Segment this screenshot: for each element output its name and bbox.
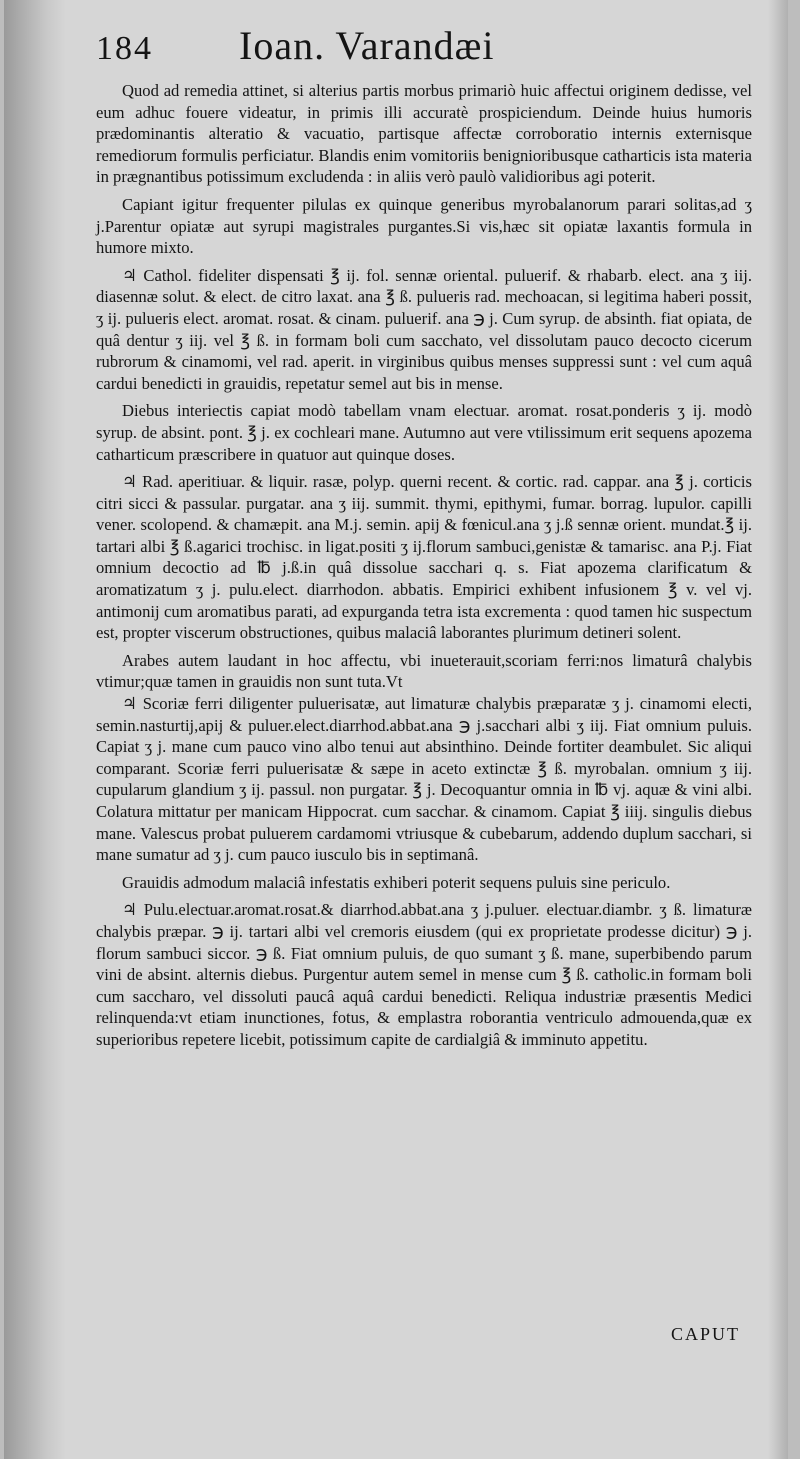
page-header bbox=[96, 22, 752, 80]
recipe-puluis: ♃ Pulu.electuar.aromat.rosat.& diarrhod.abbat.ana ʒ j.puluer. electuar.diambr. ʒ ß. limaturæ chalybis præpar. ℈ ij. tartari albi vel cremoris eiusdem (qui ex proprietate prodesse dicitur) ℈ j. florum sambuci siccor. ℈ ß. Fiat omnium puluis, de quo sumant ʒ ß. mane, superbibendo parum vini de absint. alternis diebus. Purgentur autem semel in mense cum ℥ ß. catholic.in formam boli cum saccharo, vel dissoluti paucâ aquâ cardui benedicti. Reliqua industriæ præsentis Medici relinquenda:vt etiam inunctiones, fotus, & emplastra roborantia ventriculo admouenda,quæ ex superioribus repetere licebit, potissimum capite de cardialgiâ & imminuto appetitu. bbox=[96, 900, 752, 1049]
paragraph-arabes: Arabes autem laudant in hoc affectu, vbi inueterauit,scoriam ferri:nos limaturâ chalybis vtimur;quæ tamen in grauidis non sunt tuta.Vt bbox=[96, 650, 752, 692]
paragraph-diebus: Diebus interiectis capiat modò tabellam vnam electuar. aromat. rosat.ponderis ʒ ij. modò syrup. de absint. pont. ℥ j. ex cochleari mane. Autumno aut vere vtilissimum erit sequens apozema catharticum præscribere in quatuor aut quinque doses. bbox=[96, 401, 752, 464]
paragraph-pilulas: Capiant igitur frequenter pilulas ex quinque generibus myrobalanorum parari solitas,ad ʒ j.Parentur opiatæ aut syrupi magistrales purgantes.Si vis,hæc sit opiatæ laxantis formula in humore mixto. bbox=[96, 194, 752, 258]
paragraph-remedies: Quod ad remedia attinet, si alterius partis morbus primariò huic affectui originem dedisse, vel eum adhuc fouere videatur, in primis illi accuratè prospiciendum. Deinde huius humoris prædominantis alteratio & vacuatio, partisque affectæ corroboratio internis externisque remediorum formulis perficiatur. Blandis enim vomitoriis benignioribusque catharticis ista materia in prægnantibus potissimum excludenda : in aliis verò paulò validioribus agi poterit. bbox=[96, 81, 752, 187]
recipe-opiata: ♃ Cathol. fideliter dispensati ℥ ij. fol. sennæ oriental. puluerif. & rhabarb. elect. ana ʒ iij. diasennæ solut. & elect. de citro laxat. ana ℥ ß. pulueris rad. mechoacan, si legitima haberi possit, ʒ ij. pulueris elect. aromat. rosat. & cinam. puluerif. ana ℈ j. Cum syrup. de absinth. fiat opiata, de quâ dentur ʒ iij. vel ℥ ß. in formam boli cum sacchato, vel dissolutam pauco decocto cicerum rubrorum & cinamomi, vel rad. aperit. in virginibus quibus menses suppressi sunt : vel cum aquâ cardui benedicti in grauidis, repetatur semel aut bis in mense. bbox=[96, 265, 752, 393]
book-page bbox=[4, 0, 788, 1459]
recipe-scoria-ferri: ♃ Scoriæ ferri diligenter puluerisatæ, aut limaturæ chalybis præparatæ ʒ j. cinamomi electi, semin.nasturtij,apij & puluer.elect.diarrhod.abbat.ana ℈ j.sacchari albi ʒ iij. Fiat omnium puluis. Capiat ʒ j. mane cum pauco vino albo tenui aut absinthino. Deinde fortiter deambulet. Sic aliqui comparant. Scoriæ ferri puluerisatæ & sæpe in aceto extinctæ ℥ ß. myrobalan. omnium ʒ iij. cupularum glandium ʒ ij. passul. non purgatar. ℥ j. Decoquantur omnia in ℔ vj. aquæ & vini albi. Colatura mittatur per manicam Hippocrat. cum sacchar. & cinamom. Capiat ℥ iiij. singulis diebus mane. Valescus probat puluerem cardamomi vtriusque & cubebarum, addendo duplum sacchari, si mane sumatur ad ʒ j. cum pauco iusculo bis in septimanâ. bbox=[96, 694, 752, 865]
page-number: 184 bbox=[96, 30, 153, 67]
catchword: CAPUT bbox=[670, 1324, 740, 1344]
paragraph-grauidis: Grauidis admodum malaciâ infestatis exhiberi poterit sequens puluis sine periculo. bbox=[122, 872, 671, 892]
recipe-apozema: ♃ Rad. aperitiuar. & liquir. rasæ, polyp. querni recent. & cortic. rad. cappar. ana ℥ j. corticis citri sicci & passular. purgatar. ana ʒ iij. summit. thymi, epithymi, fumar. borrag. lupulor. capilli vener. scolopend. & chamæpit. ana M.j. semin. apij & fœnicul.ana ʒ j.ß sennæ orient. mundat.℥ ij. tartari albi ℥ ß.agarici trochisc. in ligat.positi ʒ ij.florum sambuci,genistæ & tamarisc. ana P.j. Fiat omnium decoctio ad ℔ j.ß.in quâ dissolue sacchari q. s. Fiat apozema clarificatum & aromatizatum ʒ j. pulu.elect. diarrhodon. abbatis. Empirici exhibent infusionem ℥ v. vel vj. antimonij cum aromatibus parati, ad expurganda tetra ista excrementa : quod tamen hic suspectum est, propter viscerum obstructiones, quibus malaciâ laborantes plurimum detineri solent. bbox=[96, 472, 752, 643]
body-text bbox=[96, 80, 752, 1051]
running-title: Ioan. Varandæi bbox=[239, 23, 495, 68]
